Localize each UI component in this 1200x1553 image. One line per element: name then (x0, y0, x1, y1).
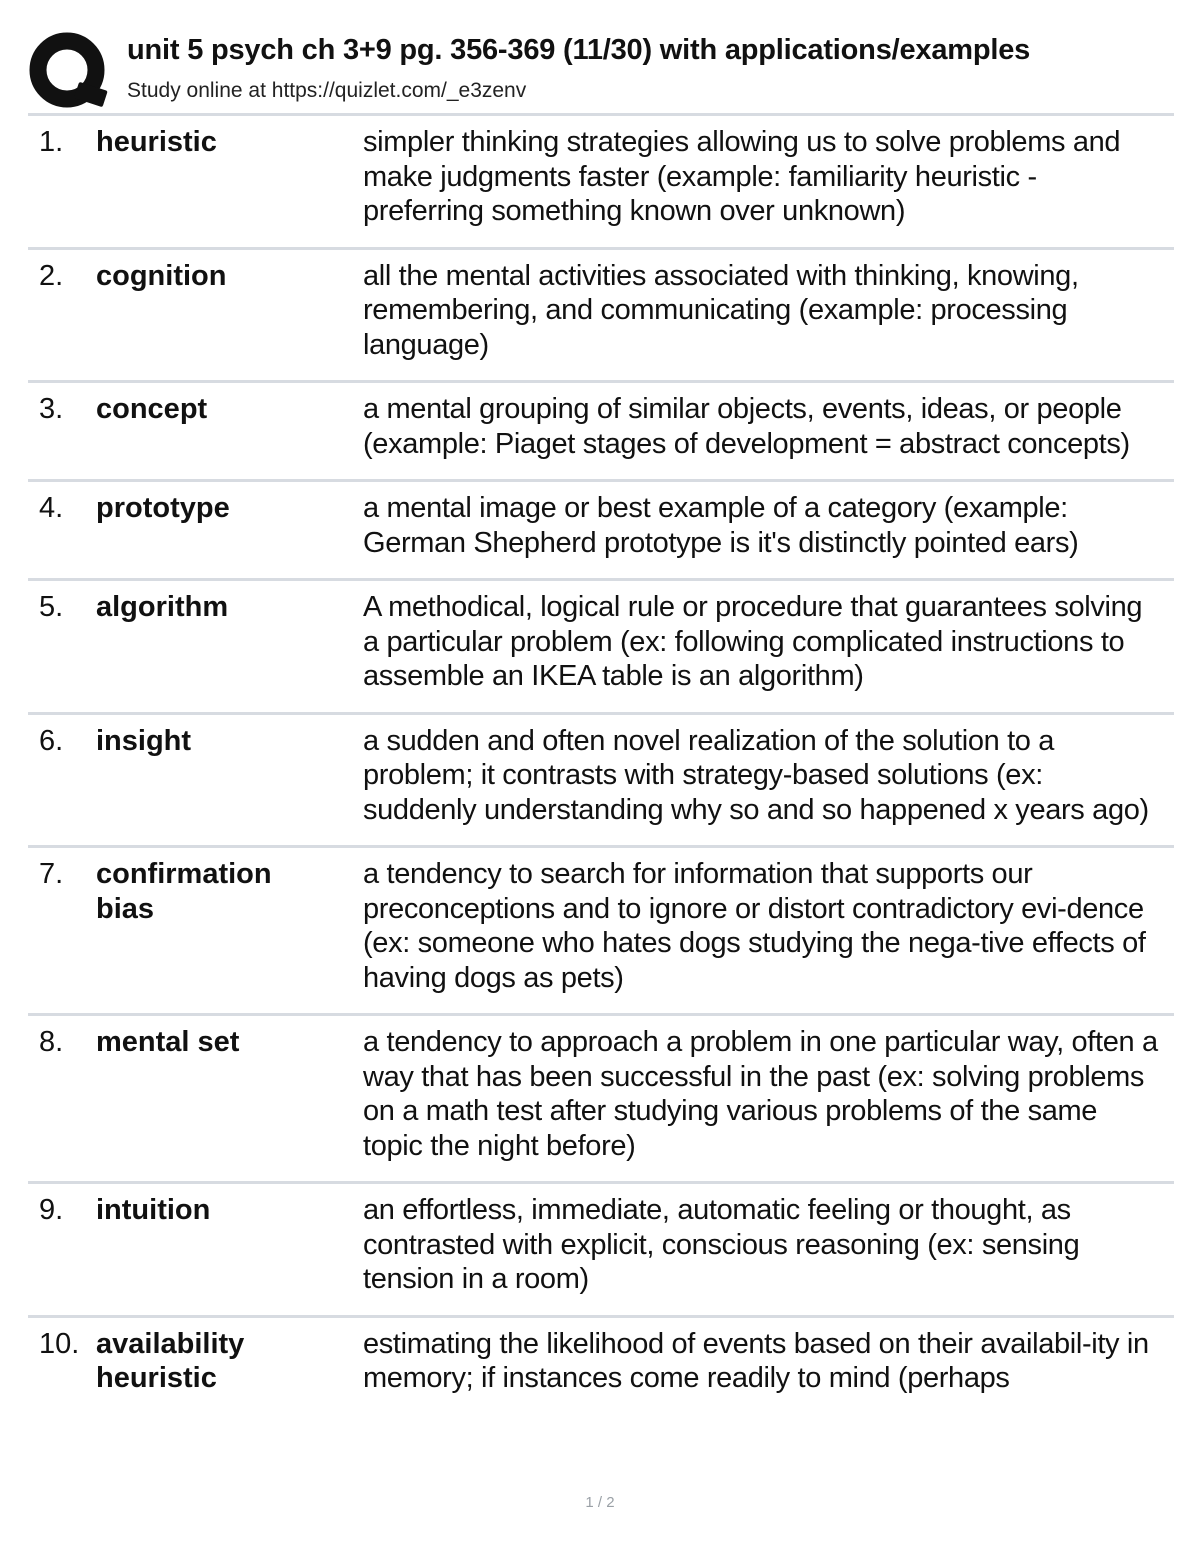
card-definition: a mental grouping of similar objects, events, ideas, or people (example: Piaget stages of development = abstract concepts) (363, 393, 1130, 460)
flashcard-row (28, 715, 1174, 849)
card-definition: a mental image or best example of a category (example: German Shepherd prototype is it's distinctly pointed ears) (363, 492, 1079, 559)
flashcard-row (28, 250, 1174, 384)
card-definition: all the mental activities associated with thinking, knowing, remembering, and communicating (example: processing language) (363, 259, 1079, 361)
document-title: unit 5 psych ch 3+9 pg. 356-369 (11/30) with applications/examples (127, 34, 1031, 66)
quizlet-q-logo-icon (28, 30, 110, 112)
flashcard-list (28, 116, 1174, 1414)
card-number: 8. (39, 1026, 64, 1058)
card-definition: a tendency to approach a problem in one particular way, often a way that has been successful in the past (ex: solving problems on a math test after studying various problems of the same topic the night before) (363, 1026, 1158, 1162)
card-definition: a tendency to search for information that supports our preconceptions and to ignore or distort contradictory evi-dence (ex: someone who hates dogs studying the nega-tive effects of having dogs as pets) (363, 858, 1146, 994)
card-term: algorithm (96, 591, 229, 623)
study-online-link[interactable]: Study online at https://quizlet.com/_e3zenv (127, 79, 527, 102)
card-definition: a sudden and often novel realization of the solution to a problem; it contrasts with strategy-based solutions (ex: suddenly understanding why so and so happened x years ago) (363, 724, 1149, 826)
card-definition: A methodical, logical rule or procedure that guarantees solving a particular problem (ex: following complicated instructions to assemble an IKEA table is an algorithm) (363, 591, 1143, 692)
flashcard-row (28, 1318, 1174, 1414)
flashcard-row (28, 383, 1174, 482)
card-definition: an effortless, immediate, automatic feeling or thought, as contrasted with explicit, conscious reasoning (ex: sensing tension in a room) (363, 1194, 1080, 1295)
flashcard-row (28, 482, 1174, 581)
card-definition: estimating the likelihood of events based on their availabil-ity in memory; if instances come readily to mind (perhaps (363, 1327, 1149, 1394)
card-number: 3. (39, 393, 64, 425)
flashcard-row (28, 116, 1174, 250)
card-term: heuristic (96, 126, 217, 158)
card-term: intuition (96, 1194, 211, 1226)
card-term: availability heuristic (96, 1327, 245, 1394)
card-number: 1. (39, 126, 64, 158)
card-term: prototype (96, 492, 230, 524)
page-indicator: 1 / 2 (585, 1494, 615, 1511)
card-number: 9. (39, 1194, 64, 1226)
card-definition: simpler thinking strategies allowing us to solve problems and make judgments faster (example: familiarity heuristic - preferring something known over unknown) (363, 126, 1121, 227)
flashcard-row (28, 1016, 1174, 1184)
card-number: 10. (39, 1327, 80, 1360)
flashcard-row (28, 848, 1174, 1016)
flashcard-row (28, 1184, 1174, 1318)
card-number: 5. (39, 591, 64, 623)
card-number: 4. (39, 492, 64, 524)
card-number: 6. (39, 724, 64, 757)
card-number: 7. (39, 858, 64, 890)
card-term: mental set (96, 1026, 240, 1058)
card-term: cognition (96, 259, 227, 292)
flashcard-row (28, 581, 1174, 715)
card-term: insight (96, 724, 192, 757)
card-term: confirmation bias (96, 858, 272, 925)
card-term: concept (96, 393, 208, 425)
document-header (28, 22, 1174, 112)
card-number: 2. (39, 259, 64, 292)
